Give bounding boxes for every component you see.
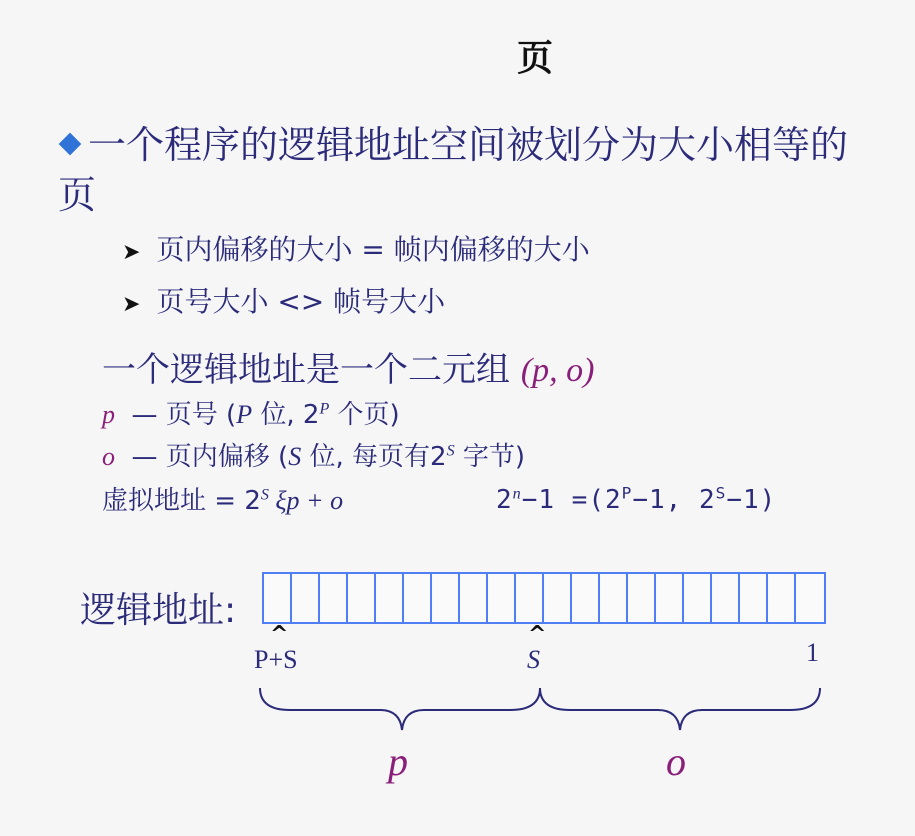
address-bit-cell	[460, 574, 488, 622]
marker-one: 1	[806, 638, 819, 667]
sub-item-1-text: 页内偏移的大小 = 帧内偏移的大小	[156, 233, 590, 266]
o-tail: 字节)	[454, 442, 526, 472]
address-bit-cell	[264, 574, 292, 622]
virtual-exp: S	[260, 486, 269, 504]
sub-item-2	[122, 280, 445, 320]
address-bit-cell	[404, 574, 432, 622]
marker-s: S	[527, 645, 540, 674]
address-bit-cell	[600, 574, 628, 622]
formula-part: −1)	[726, 485, 777, 515]
p-definition	[102, 394, 400, 431]
p-var: p	[102, 400, 115, 429]
formula-exp: n	[512, 485, 522, 503]
sub-item-2-text: 页号大小 <> 帧号大小	[156, 285, 446, 318]
caret-middle-icon: ^	[528, 622, 547, 647]
marker-p-plus-s: P+S	[254, 645, 298, 674]
o-bits: S	[288, 442, 302, 471]
o-exp: S	[446, 442, 455, 460]
address-bit-cell	[684, 574, 712, 622]
address-bit-cell	[320, 574, 348, 622]
main-bullet-text: 一个程序的逻辑地址空间被划分为大小相等的页	[58, 123, 849, 217]
o-rest: 位, 每页有2	[301, 442, 447, 472]
address-bit-cell	[656, 574, 684, 622]
address-bit-cell	[292, 574, 320, 622]
address-bit-cell	[796, 574, 824, 622]
brace-p	[260, 688, 540, 730]
address-bit-cell	[740, 574, 768, 622]
p-text: — 页号 (	[131, 400, 237, 430]
p-bits: P	[236, 400, 253, 429]
p-exp: P	[319, 400, 330, 418]
tuple-line-text: 一个逻辑地址是一个二元组	[102, 350, 521, 390]
virtual-text: 虚拟地址 = 2	[102, 486, 261, 516]
p-tail: 个页)	[329, 400, 400, 430]
address-bit-boxes	[262, 572, 826, 624]
range-formula	[496, 485, 776, 515]
formula-exp: S	[715, 483, 727, 503]
formula-part: 2	[496, 485, 513, 515]
brace-o	[540, 688, 820, 730]
o-definition	[102, 436, 525, 473]
sub-item-1	[122, 228, 590, 268]
logical-address-label: 逻辑地址:	[80, 590, 237, 631]
virtual-address-line	[102, 480, 343, 517]
tuple-line	[102, 342, 594, 391]
o-text: — 页内偏移 (	[131, 442, 289, 472]
address-bit-cell	[348, 574, 376, 622]
caret-left-icon: ^	[270, 622, 289, 647]
formula-exp: P	[621, 483, 633, 503]
address-bit-cell	[572, 574, 600, 622]
brace-label-o: o	[666, 739, 686, 784]
address-bit-cell	[376, 574, 404, 622]
brace-label-p: p	[388, 739, 408, 784]
arrow-bullet-icon: ➤	[122, 240, 141, 265]
main-bullet	[58, 120, 878, 220]
diamond-bullet-icon	[59, 133, 82, 156]
address-bit-cell	[544, 574, 572, 622]
o-var: o	[102, 442, 115, 471]
arrow-bullet-icon: ➤	[122, 292, 141, 317]
address-bit-cell	[712, 574, 740, 622]
page-title: 页	[516, 38, 553, 79]
address-bit-cell	[488, 574, 516, 622]
address-bit-cell	[628, 574, 656, 622]
tuple-value: (p, o)	[520, 352, 595, 389]
virtual-expr: ξp + o	[268, 486, 344, 515]
formula-part: −1 =(2	[521, 485, 622, 515]
formula-part: −1, 2	[632, 485, 716, 515]
address-bit-cell	[768, 574, 796, 622]
p-rest: 位, 2	[252, 400, 320, 430]
address-bit-cell	[516, 574, 544, 622]
braces-diagram	[250, 680, 840, 740]
address-bit-cell	[432, 574, 460, 622]
